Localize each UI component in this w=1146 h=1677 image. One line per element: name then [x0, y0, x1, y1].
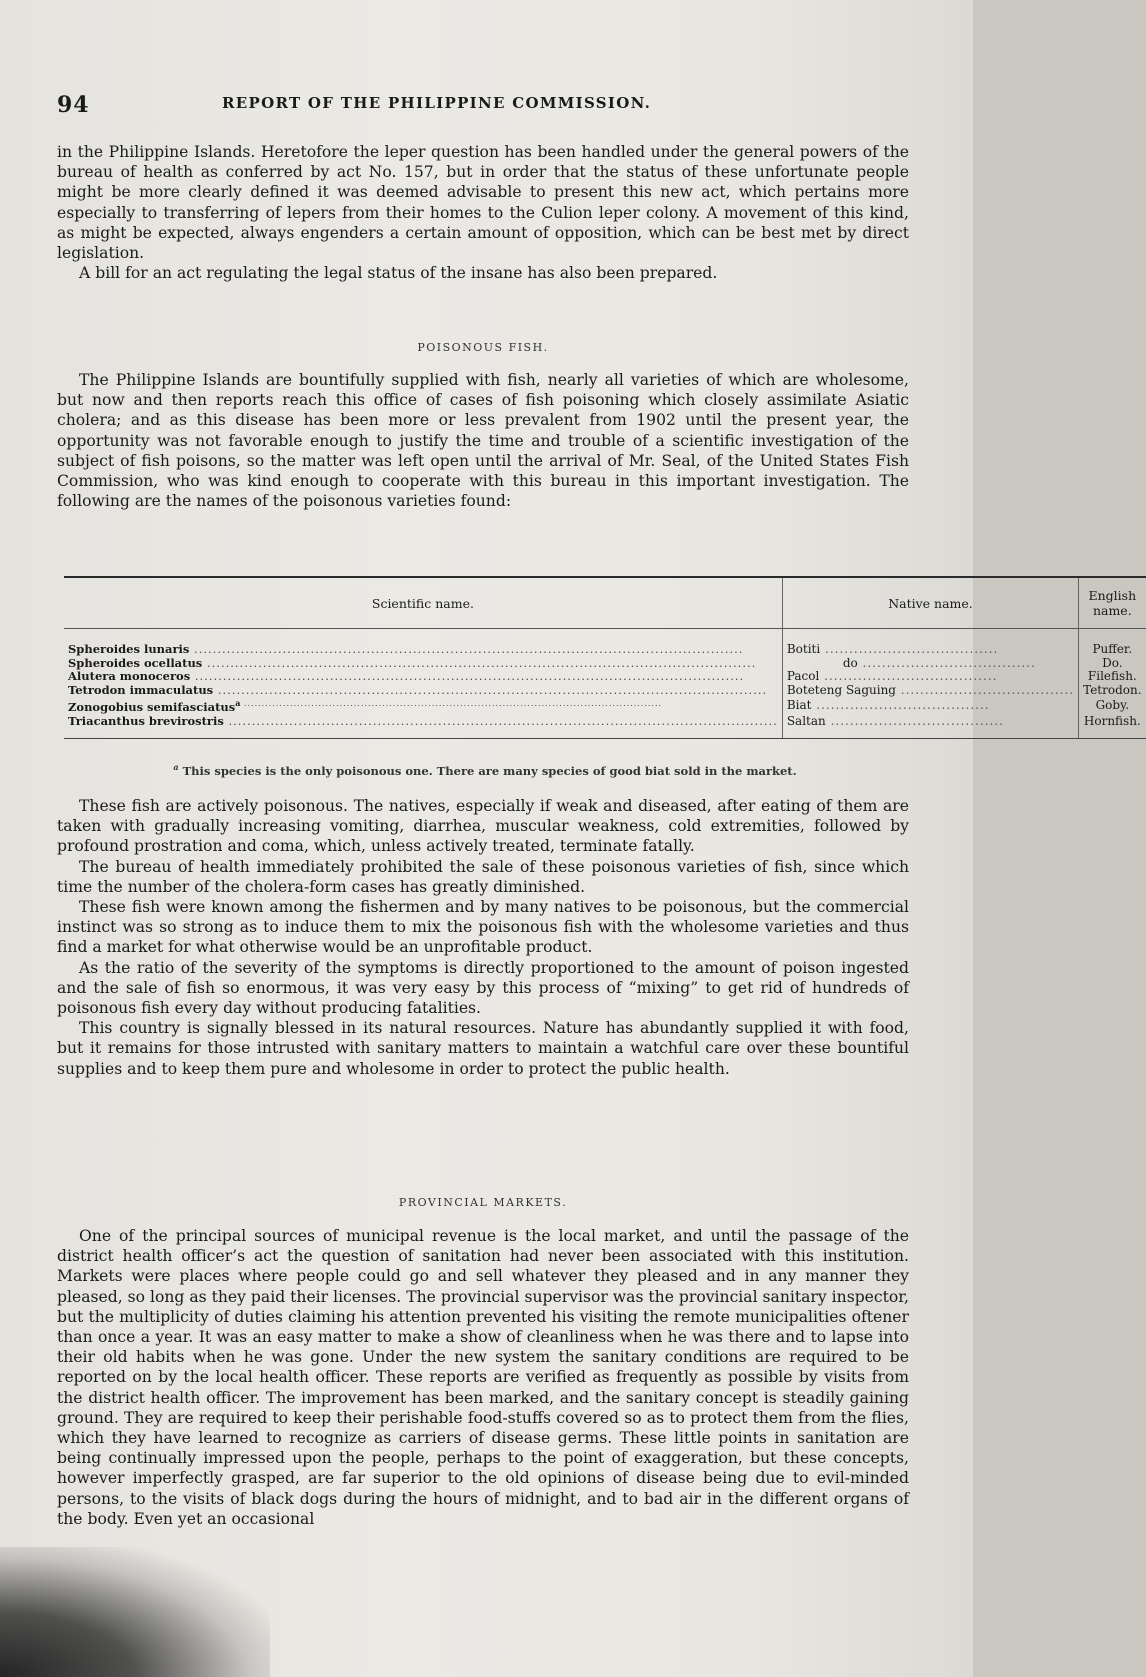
cell-native-name: do ..... — [843, 656, 1036, 670]
intro-paragraph-2: A bill for an act regulating the legal status of the insane has also been prepared. — [79, 264, 718, 283]
cell-english-name: Goby. — [1095, 698, 1130, 713]
table-row — [64, 697, 1146, 714]
cell-scientific-name: Spheroides lunaris ..... — [68, 642, 743, 656]
cell-native-name: Biat ..... — [787, 698, 990, 712]
poisonous-fish-paragraph-5: As the ratio of the severity of the symptoms is directly proportioned to the amount of poison ingested and the sale of fish so enormous, it was very easy by this process of “mixing” to get rid of hundreds of poisonous fish every day without producing fatalities. — [57, 958, 909, 1018]
cell-native-name: Saltan ..... — [787, 714, 1004, 728]
poisonous-fish-paragraph-2: These fish are actively poisonous. The natives, especially if weak and diseased, after eating of them are taken with gradually increasing vomiting, diarrhea, muscular weakness, cold extremities, followed by profound prostration and coma, which, unless actively treated, terminate fatally. — [57, 797, 909, 856]
table-row — [64, 670, 1146, 684]
poisonous-fish-paragraph-4: These fish were known among the fishermen and by many natives to be poisonous, but the commercial instinct was so strong as to induce them to mix the poisonous fish with the wholesome varieties and thus find a market for what otherwise would be an unprofitable product. — [57, 898, 909, 957]
cell-english-name: Filefish. — [1087, 669, 1137, 684]
cell-english-name: Puffer. — [1092, 642, 1133, 656]
table-header-row — [64, 577, 1146, 629]
footnote-mark: $^a$ ..... — [235, 698, 662, 708]
column-header-english-name: English name. — [1079, 577, 1146, 629]
footnote-marker: a — [173, 762, 179, 772]
table-row — [64, 643, 1146, 657]
poisonous-fish-intro — [57, 370, 909, 511]
running-head: REPORT OF THE PHILIPPINE COMMISSION. — [222, 94, 652, 112]
cell-native-name: Boteteng Saguing ..... — [787, 683, 1074, 697]
table-row — [64, 684, 1146, 698]
cell-scientific-name: Tetrodon immaculatus ..... — [68, 683, 767, 697]
cell-english-name: Do. — [1102, 655, 1123, 670]
provincial-markets-body — [57, 1226, 909, 1529]
cell-native-name: Botiti ..... — [787, 642, 999, 656]
section-title-provincial-markets: PROVINCIAL MARKETS. — [398, 1196, 568, 1209]
cell-english-name: Hornfish. — [1079, 715, 1146, 739]
poisonous-fish-table — [64, 576, 1142, 739]
cell-scientific-name: Spheroides ocellatus ..... — [68, 656, 756, 670]
cell-scientific-name: Triacanthus brevirostris ..... — [68, 714, 778, 728]
column-header-native-name: Native name. — [782, 577, 1078, 629]
cell-scientific-name: Alutera monoceros ..... — [68, 669, 744, 683]
provincial-markets-paragraph-1: One of the principal sources of municipal revenue is the local market, and until the passage of the district health officer’s act the question of sanitation had never been associated with this institution. Markets were places where people could go and sell whatever they pleased and in any manner they pleased, so long as they paid their licenses. The provincial supervisor was the provincial sanitary inspector, but the multiplicity of duties claiming his attention prevented his visiting the remote municipalities oftener than once a year. It was an easy matter to make a show of cleanliness when he was there and to lapse into their old habits when he was gone. Under the new system the sanitary conditions are required to be reported on by the local health officer. These reports are verified as frequently as possible by visits from the district health officer. The improvement has been marked, and the sanitary concept is steadily gaining ground. They are required to keep their perishable food-stuffs covered so as to protect them from the flies, which they have learned to recognize as carriers of disease germs. These little points in sanitation are being continually impressed upon the people, perhaps to the point of exaggeration, but these concepts, however imperfectly grasped, are far superior to the old opinions of disease being due to evil-minded persons, to the visits of black dogs during the hours of midnight, and to bad air in the different organs of the body. Even yet an occasional — [57, 1227, 909, 1528]
intro-section — [57, 142, 909, 283]
poisonous-fish-body — [57, 796, 909, 1079]
page-number: 94 — [57, 92, 90, 118]
page-header — [57, 92, 909, 118]
column-header-scientific-name: Scientific name. — [64, 577, 782, 629]
cell-scientific-name: Zonogobius semifasciatus — [68, 700, 236, 715]
poisonous-fish-paragraph-1: The Philippine Islands are bountifully supplied with fish, nearly all varieties of which are wholesome, but now and then reports reach this office of cases of fish poisoning which closely assimilate Asiatic cholera; and as this disease has been more or less prevalent from 1902 until the present year, the opportunity was not favorable enough to justify the time and trouble of a scientific investigation of the subject of fish poisons, so the matter was left open until the arrival of Mr. Seal, of the United States Fish Commission, who was kind enough to cooperate with this bureau in this important investigation. The following are the names of the poisonous varieties found: — [57, 371, 909, 511]
intro-paragraph-1: in the Philippine Islands. Heretofore the leper question has been handled under the general powers of the bureau of health as conferred by act No. 157, but in order that the status of these unfortunate people might be more clearly defined it was deemed advisable to present this new act, which pertains more especially to transferring of lepers from their homes to the Culion leper colony. A movement of this kind, as might be expected, always engenders a certain amount of opposition, which can be best met by direct legislation. — [57, 143, 909, 263]
poisonous-fish-paragraph-6: This country is signally blessed in its natural resources. Nature has abundantly supplied it with food, but it remains for those intrusted with sanitary matters to maintain a watchful care over these bountiful supplies and to keep them pure and wholesome in order to protect the public health. — [57, 1019, 909, 1078]
section-title-poisonous-fish: POISONOUS FISH. — [417, 341, 549, 354]
cell-native-name: Pacol ..... — [787, 669, 998, 683]
table-row — [64, 657, 1146, 671]
scan-shadow — [0, 1547, 270, 1677]
table-row — [64, 715, 1146, 739]
poisonous-fish-paragraph-3: The bureau of health immediately prohibited the sale of these poisonous varieties of fish, since which time the number of the cholera-form cases has greatly diminished. — [57, 857, 909, 896]
cell-english-name: Tetrodon. — [1083, 682, 1142, 697]
footnote-text: This species is the only poisonous one. There are many species of good biat sold in the market. — [182, 763, 797, 778]
table-footnote — [64, 762, 906, 778]
